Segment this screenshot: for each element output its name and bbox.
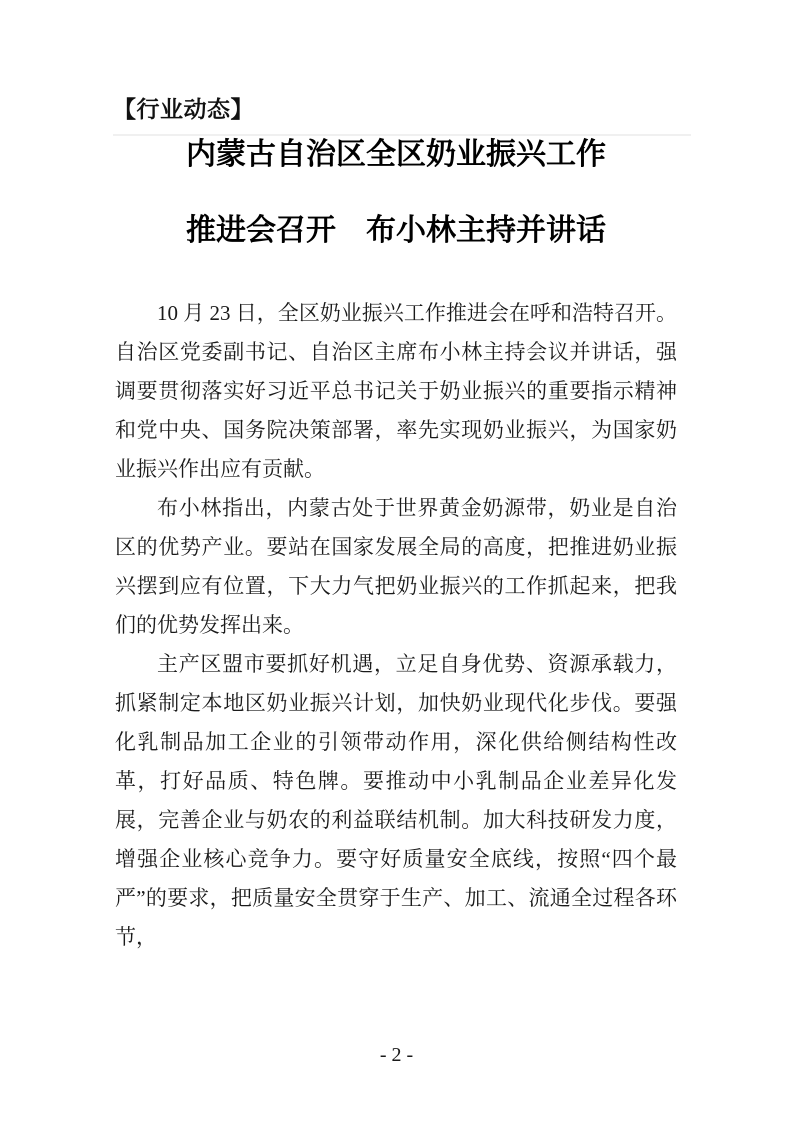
document-title-line-2: 推进会召开 布小林主持并讲话 <box>186 214 606 247</box>
body-paragraph-3: 主产区盟市要抓好机遇，立足自身优势、资源承载力，抓紧制定本地区奶业振兴计划，加快奶业现代化步伐。要强化乳制品加工企业的引领带动作用，深化供给侧结构性改革，打好品质、特色牌。要推动中小乳制品企业差异化发展，完善企业与奶农的利益联结机制。加大科技研发力度，增强企业核心竞争力。要守好质量安全底线，按照“四个最严”的要求，把质量安全贯穿于生产、加工、流通全过程各环节， <box>115 652 677 949</box>
body-paragraph-2: 布小林指出，内蒙古处于世界黄金奶源带，奶业是自治区的优势产业。要站在国家发展全局的高度，把推进奶业振兴摆到应有位置，下大力气把奶业振兴的工作抓起来，把我们的优势发挥出来。 <box>115 496 677 637</box>
section-tag: 【行业动态】 <box>113 96 254 122</box>
document-title-line-1: 内蒙古自治区全区奶业振兴工作 <box>186 138 606 171</box>
page-number: - 2 - <box>379 1044 414 1066</box>
document-title <box>115 137 677 249</box>
faint-divider-line <box>113 134 691 136</box>
document-body <box>115 294 677 957</box>
body-paragraph-1: 10 月 23 日，全区奶业振兴工作推进会在呼和浩特召开。自治区党委副书记、自治区主席布小林主持会议并讲话，强调要贯彻落实好习近平总书记关于奶业振兴的重要指示精神和党中央、国务院决策部署，率先实现奶业振兴，为国家奶业振兴作出应有贡献。 <box>115 301 677 481</box>
